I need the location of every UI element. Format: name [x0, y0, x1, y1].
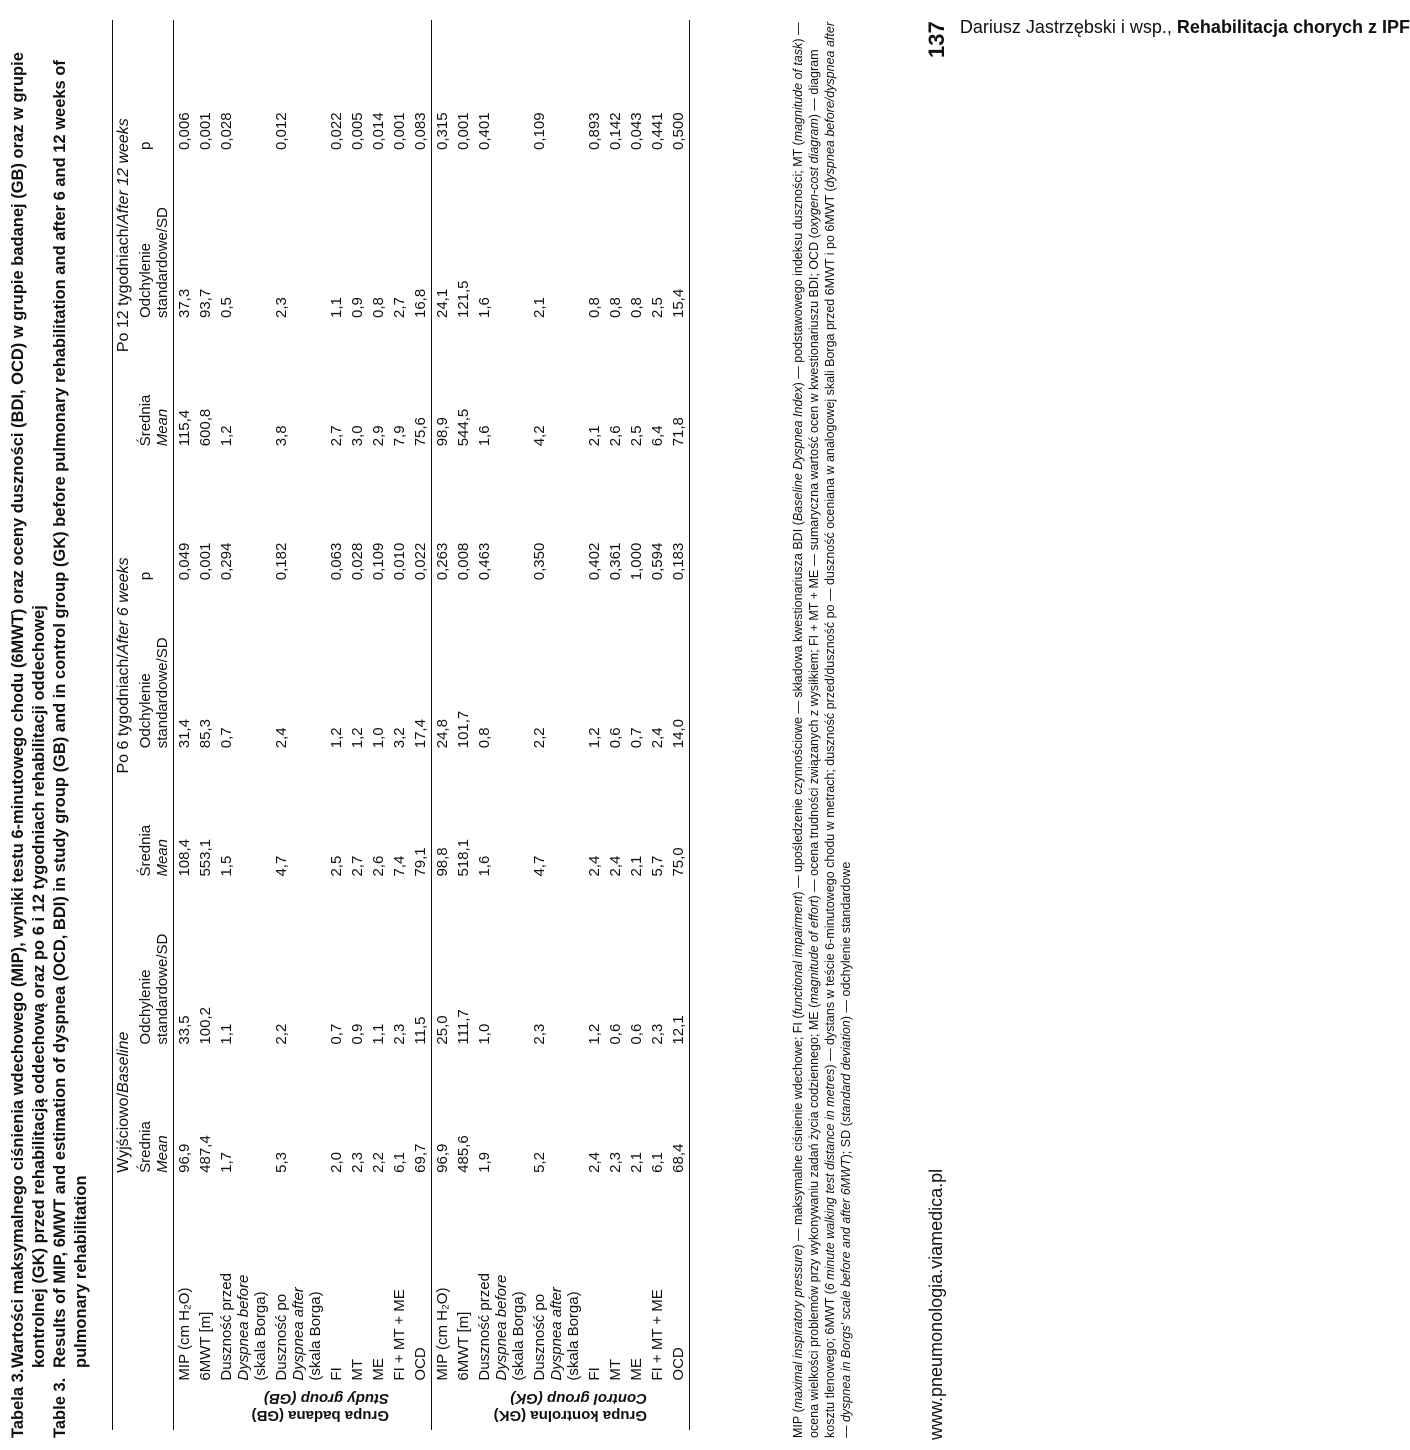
value-cell: 518,1 [455, 839, 472, 877]
value-cell: 2,3 [607, 1151, 624, 1173]
row-label: FI + MT + ME [649, 1289, 666, 1381]
table-row [326, 20, 347, 1430]
value-cell: 2,5 [328, 855, 345, 877]
value-cell: 2,1 [628, 855, 645, 877]
value-cell: 2,9 [370, 425, 387, 447]
group-label: Grupa badana (GB) Study group (GB) [251, 1390, 389, 1424]
value-cell: 111,7 [455, 1009, 472, 1045]
value-cell: 24,8 [434, 719, 451, 749]
row-label: FI [586, 1367, 603, 1381]
row-label: OCD [412, 1347, 429, 1381]
value-cell: 0,182 [273, 542, 290, 581]
row-label: FI [328, 1367, 345, 1381]
value-cell: 0,001 [455, 112, 472, 150]
value-cell: 31,4 [176, 719, 193, 749]
group-header-12-weeks: Po 12 tygodniach/After 12 weeks [115, 118, 132, 353]
value-cell: 0,7 [218, 727, 235, 749]
value-cell: 0,043 [628, 112, 645, 150]
running-head-title: Rehabilitacja chorych z IPF [1176, 17, 1410, 37]
abbreviations-note: MIP (maximal inspiratory pressure) — maksymalne ciśnienie wdechowe; FI (functional impairment) — upośledzenie czynnościowe — składowa kwestionariusza BDI (Baseline Dyspnea Index) — podstawowego indeksu duszności; MT (magnitude of task) — ocena wielkości problemów przy wykonywaniu zadań życia codziennego; ME (magnitude of effort) — ocena trudności związanych z wysiłkiem; FI + MT + ME — sumaryczna wartość ocen w kwestionariuszu BDI; OCD (oxygen-cost diagram) — diagram kosztu tlenowego; 6MWT (6 minute walking test distance in metres) — dystans w teście 6-minutowego chodu w metrach; duszność przed/duszność po — duszność oceniana w analogowej skali Borga przed 6MWT i po 6MWT (dyspnea before/dyspnea after — dyspnea in Borgs' scale before and after 6MWT); SD (standard deviation) — odchylenie standardowe [791, 22, 853, 1438]
value-cell: 11,5 [412, 1016, 429, 1045]
value-cell: 2,4 [586, 855, 603, 877]
table-row [174, 20, 196, 1430]
value-cell: 1,2 [218, 425, 235, 447]
caption-pl-label: Tabela 3. [9, 1368, 27, 1438]
row-label: MT [349, 1358, 366, 1381]
value-cell: 2,0 [328, 1151, 345, 1173]
value-cell: 1,1 [328, 297, 345, 319]
value-cell: 2,3 [349, 1151, 366, 1173]
value-cell: 2,2 [531, 727, 548, 749]
value-cell: 2,7 [391, 297, 408, 319]
value-cell: 100,2 [197, 1007, 214, 1045]
value-cell: 0,022 [412, 542, 429, 581]
value-cell: 0,8 [476, 727, 493, 749]
value-cell: 6,1 [649, 1151, 666, 1173]
value-cell: 2,5 [649, 297, 666, 319]
table-row [368, 20, 389, 1430]
value-cell: 0,022 [328, 112, 345, 150]
col-sd-baseline: Odchylenie standardowe/SD [137, 933, 171, 1045]
value-cell: 2,1 [628, 1151, 645, 1173]
col-mean-6w: Średnia Mean [137, 824, 171, 877]
value-cell: 33,5 [176, 1015, 193, 1045]
value-cell: 75,6 [412, 417, 429, 447]
value-cell: 0,012 [273, 112, 290, 150]
group-header-6-weeks: Po 6 tygodniach/After 6 weeks [115, 557, 132, 774]
value-cell: 79,1 [412, 847, 429, 877]
value-cell: 0,049 [176, 542, 193, 581]
value-cell: 0,893 [586, 112, 603, 150]
value-cell: 98,9 [434, 417, 451, 447]
value-cell: 2,3 [391, 1023, 408, 1045]
row-label: Duszność przed Dyspnea before (skala Borga) [218, 1273, 269, 1381]
row-label: MT [607, 1358, 624, 1381]
value-cell: 1,6 [476, 297, 493, 319]
value-cell: 0,441 [649, 112, 666, 150]
value-cell: 115,4 [176, 409, 193, 447]
group-label: Grupa kontrolna (GK) Control group (GK) [493, 1390, 647, 1424]
value-cell: 0,463 [476, 542, 493, 581]
value-cell: 12,1 [670, 1015, 687, 1045]
value-cell: 2,2 [370, 1151, 387, 1173]
col-sd-12w: Odchylenie standardowe/SD [137, 207, 171, 319]
value-cell: 0,083 [412, 112, 429, 150]
value-cell: 16,8 [412, 288, 429, 319]
value-cell: 544,5 [455, 408, 472, 447]
value-cell: 1,6 [476, 425, 493, 447]
table-caption [8, 20, 92, 1438]
value-cell: 1,7 [218, 1151, 235, 1173]
value-cell: 71,8 [670, 417, 687, 447]
value-cell: 0,294 [218, 542, 235, 581]
table-row [389, 20, 410, 1430]
table-row [432, 20, 454, 1430]
value-cell: 24,1 [434, 288, 451, 319]
value-cell: 0,008 [455, 542, 472, 581]
value-cell: 14,0 [670, 719, 687, 749]
value-cell: 1,0 [476, 1023, 493, 1045]
blank [135, 1385, 174, 1430]
value-cell: 0,8 [628, 297, 645, 319]
value-cell: 0,7 [328, 1023, 345, 1045]
value-cell: 3,0 [349, 425, 366, 447]
value-cell: 4,2 [531, 425, 548, 447]
table-row [668, 20, 690, 1430]
value-cell: 0,263 [434, 542, 451, 581]
results-table [112, 20, 690, 1430]
value-cell: 0,183 [670, 542, 687, 581]
value-cell: 2,3 [273, 297, 290, 319]
value-cell: 1,000 [628, 542, 645, 581]
value-cell: 0,6 [607, 1023, 624, 1045]
value-cell: 108,4 [176, 839, 193, 877]
value-cell: 93,7 [197, 288, 214, 319]
value-cell: 2,4 [586, 1151, 603, 1173]
value-cell: 2,5 [628, 425, 645, 447]
value-cell: 2,4 [273, 727, 290, 749]
value-cell: 0,594 [649, 542, 666, 581]
value-cell: 2,6 [370, 855, 387, 877]
row-label: ME [628, 1358, 645, 1381]
value-cell: 4,7 [273, 855, 290, 877]
value-cell: 5,2 [531, 1151, 548, 1173]
value-cell: 7,4 [391, 855, 408, 877]
value-cell: 487,4 [197, 1135, 214, 1173]
row-label: Duszność po Dyspnea after (skala Borga) [531, 1287, 582, 1381]
col-sd-6w: Odchylenie standardowe/SD [137, 637, 171, 749]
value-cell: 0,315 [434, 112, 451, 150]
value-cell: 1,2 [586, 727, 603, 749]
value-cell: 2,6 [607, 425, 624, 447]
running-head-authors: Dariusz Jastrzębski i wsp., [959, 17, 1172, 37]
value-cell: 0,9 [349, 297, 366, 319]
value-cell: 2,7 [328, 425, 345, 447]
table-row [216, 20, 271, 1430]
value-cell: 5,3 [273, 1151, 290, 1173]
value-cell: 2,3 [531, 1023, 548, 1045]
value-cell: 6,1 [391, 1151, 408, 1173]
value-cell: 2,1 [586, 425, 603, 447]
value-cell: 0,401 [476, 112, 493, 150]
table-row [195, 20, 216, 1430]
row-label: 6MWT [m] [455, 1311, 472, 1381]
group-header-baseline: Wyjściowo/Baseline [115, 1031, 132, 1173]
row-label: Duszność po Dyspnea after (skala Borga) [273, 1287, 324, 1381]
value-cell: 4,7 [531, 855, 548, 877]
row-label: Duszność przed Dyspnea before (skala Borga) [476, 1273, 527, 1381]
value-cell: 0,361 [607, 542, 624, 581]
value-cell: 0,006 [176, 112, 193, 150]
value-cell: 553,1 [197, 839, 214, 877]
value-cell: 0,014 [370, 112, 387, 150]
value-cell: 0,001 [197, 542, 214, 581]
value-cell: 2,4 [649, 727, 666, 749]
table-row [474, 20, 529, 1430]
row-label: 6MWT [m] [197, 1311, 214, 1381]
value-cell: 0,005 [349, 112, 366, 150]
caption-en-label: Table 3. [51, 1377, 69, 1438]
value-cell: 0,142 [607, 112, 624, 150]
value-cell: 1,6 [476, 855, 493, 877]
value-cell: 6,4 [649, 425, 666, 447]
value-cell: 0,8 [607, 297, 624, 319]
col-mean-12w: Średnia Mean [137, 394, 171, 447]
value-cell: 1,9 [476, 1151, 493, 1173]
value-cell: 2,7 [349, 855, 366, 877]
value-cell: 0,8 [370, 297, 387, 319]
table-row [529, 20, 584, 1430]
page-number: 137 [924, 21, 949, 58]
value-cell: 0,063 [328, 542, 345, 581]
blank [135, 1177, 174, 1385]
col-p-6w: p [137, 571, 154, 581]
row-label: OCD [670, 1347, 687, 1381]
value-cell: 0,8 [586, 297, 603, 319]
table-row [584, 20, 605, 1430]
value-cell: 0,010 [391, 542, 408, 581]
value-cell: 2,2 [273, 1023, 290, 1045]
table-row [647, 20, 668, 1430]
row-label: MIP (cm H₂O) [176, 1287, 193, 1381]
value-cell: 69,7 [412, 1143, 429, 1173]
journal-url: www.pneumonologia.viamedica.pl [926, 1168, 946, 1440]
value-cell: 37,3 [176, 288, 193, 319]
value-cell: 96,9 [176, 1143, 193, 1173]
value-cell: 1,5 [218, 855, 235, 877]
value-cell: 3,2 [391, 727, 408, 749]
value-cell: 0,028 [218, 112, 235, 150]
value-cell: 1,2 [328, 727, 345, 749]
value-cell: 1,1 [218, 1023, 235, 1045]
value-cell: 0,109 [531, 112, 548, 150]
value-cell: 1,0 [370, 727, 387, 749]
value-cell: 0,9 [349, 1023, 366, 1045]
value-cell: 0,028 [349, 542, 366, 581]
table-row [605, 20, 626, 1430]
value-cell: 1,2 [586, 1023, 603, 1045]
value-cell: 0,350 [531, 542, 548, 581]
col-p-12w: p [137, 141, 154, 150]
value-cell: 485,6 [455, 1135, 472, 1173]
table-row [347, 20, 368, 1430]
caption-en-text: Results of MIP, 6MWT and estimation of dyspnea (OCD, BDI) in study group (GB) and in control group (GK) before pulmonary rehabilitation and after 6 and 12 weeks of pulmonary rehabilitation [51, 60, 90, 1368]
value-cell: 600,8 [197, 408, 214, 447]
value-cell: 0,6 [607, 727, 624, 749]
row-label: MIP (cm H₂O) [434, 1287, 451, 1381]
value-cell: 75,0 [670, 847, 687, 877]
running-head [10, 12, 1410, 42]
table-row [626, 20, 647, 1430]
row-label: ME [370, 1358, 387, 1381]
value-cell: 1,1 [370, 1023, 387, 1045]
table-row [271, 20, 326, 1430]
value-cell: 25,0 [434, 1015, 451, 1045]
caption-pl-text: Wartości maksymalnego ciśnienia wdechowego (MIP), wyniki testu 6-minutowego chodu (6MWT) oraz oceny duszności (BDI, OCD) w grupie badanej (GB) oraz w grupie kontrolnej (GK) przed rehabilitacją oddechową oraz po 6 i 12 tygodniach rehabilitacji oddechowej [9, 52, 48, 1368]
row-label: FI + MT + ME [391, 1289, 408, 1381]
value-cell: 0,109 [370, 542, 387, 581]
value-cell: 17,4 [412, 719, 429, 749]
value-cell: 5,7 [649, 855, 666, 877]
value-cell: 96,9 [434, 1143, 451, 1173]
col-mean-baseline: Średnia Mean [137, 1121, 171, 1173]
value-cell: 2,1 [531, 297, 548, 319]
value-cell: 0,5 [218, 297, 235, 319]
value-cell: 0,6 [628, 1023, 645, 1045]
value-cell: 0,001 [391, 112, 408, 150]
value-cell: 0,001 [197, 112, 214, 150]
value-cell: 68,4 [670, 1143, 687, 1173]
table-row [410, 20, 432, 1430]
value-cell: 3,8 [273, 425, 290, 447]
value-cell: 101,7 [455, 710, 472, 749]
value-cell: 85,3 [197, 719, 214, 749]
value-cell: 1,2 [349, 727, 366, 749]
value-cell: 0,7 [628, 727, 645, 749]
value-cell: 0,500 [670, 112, 687, 150]
table-row [453, 20, 474, 1430]
value-cell: 7,9 [391, 425, 408, 447]
value-cell: 15,4 [670, 288, 687, 319]
value-cell: 98,8 [434, 847, 451, 877]
value-cell: 2,3 [649, 1023, 666, 1045]
value-cell: 0,402 [586, 542, 603, 581]
value-cell: 2,4 [607, 855, 624, 877]
value-cell: 121,5 [455, 280, 472, 319]
